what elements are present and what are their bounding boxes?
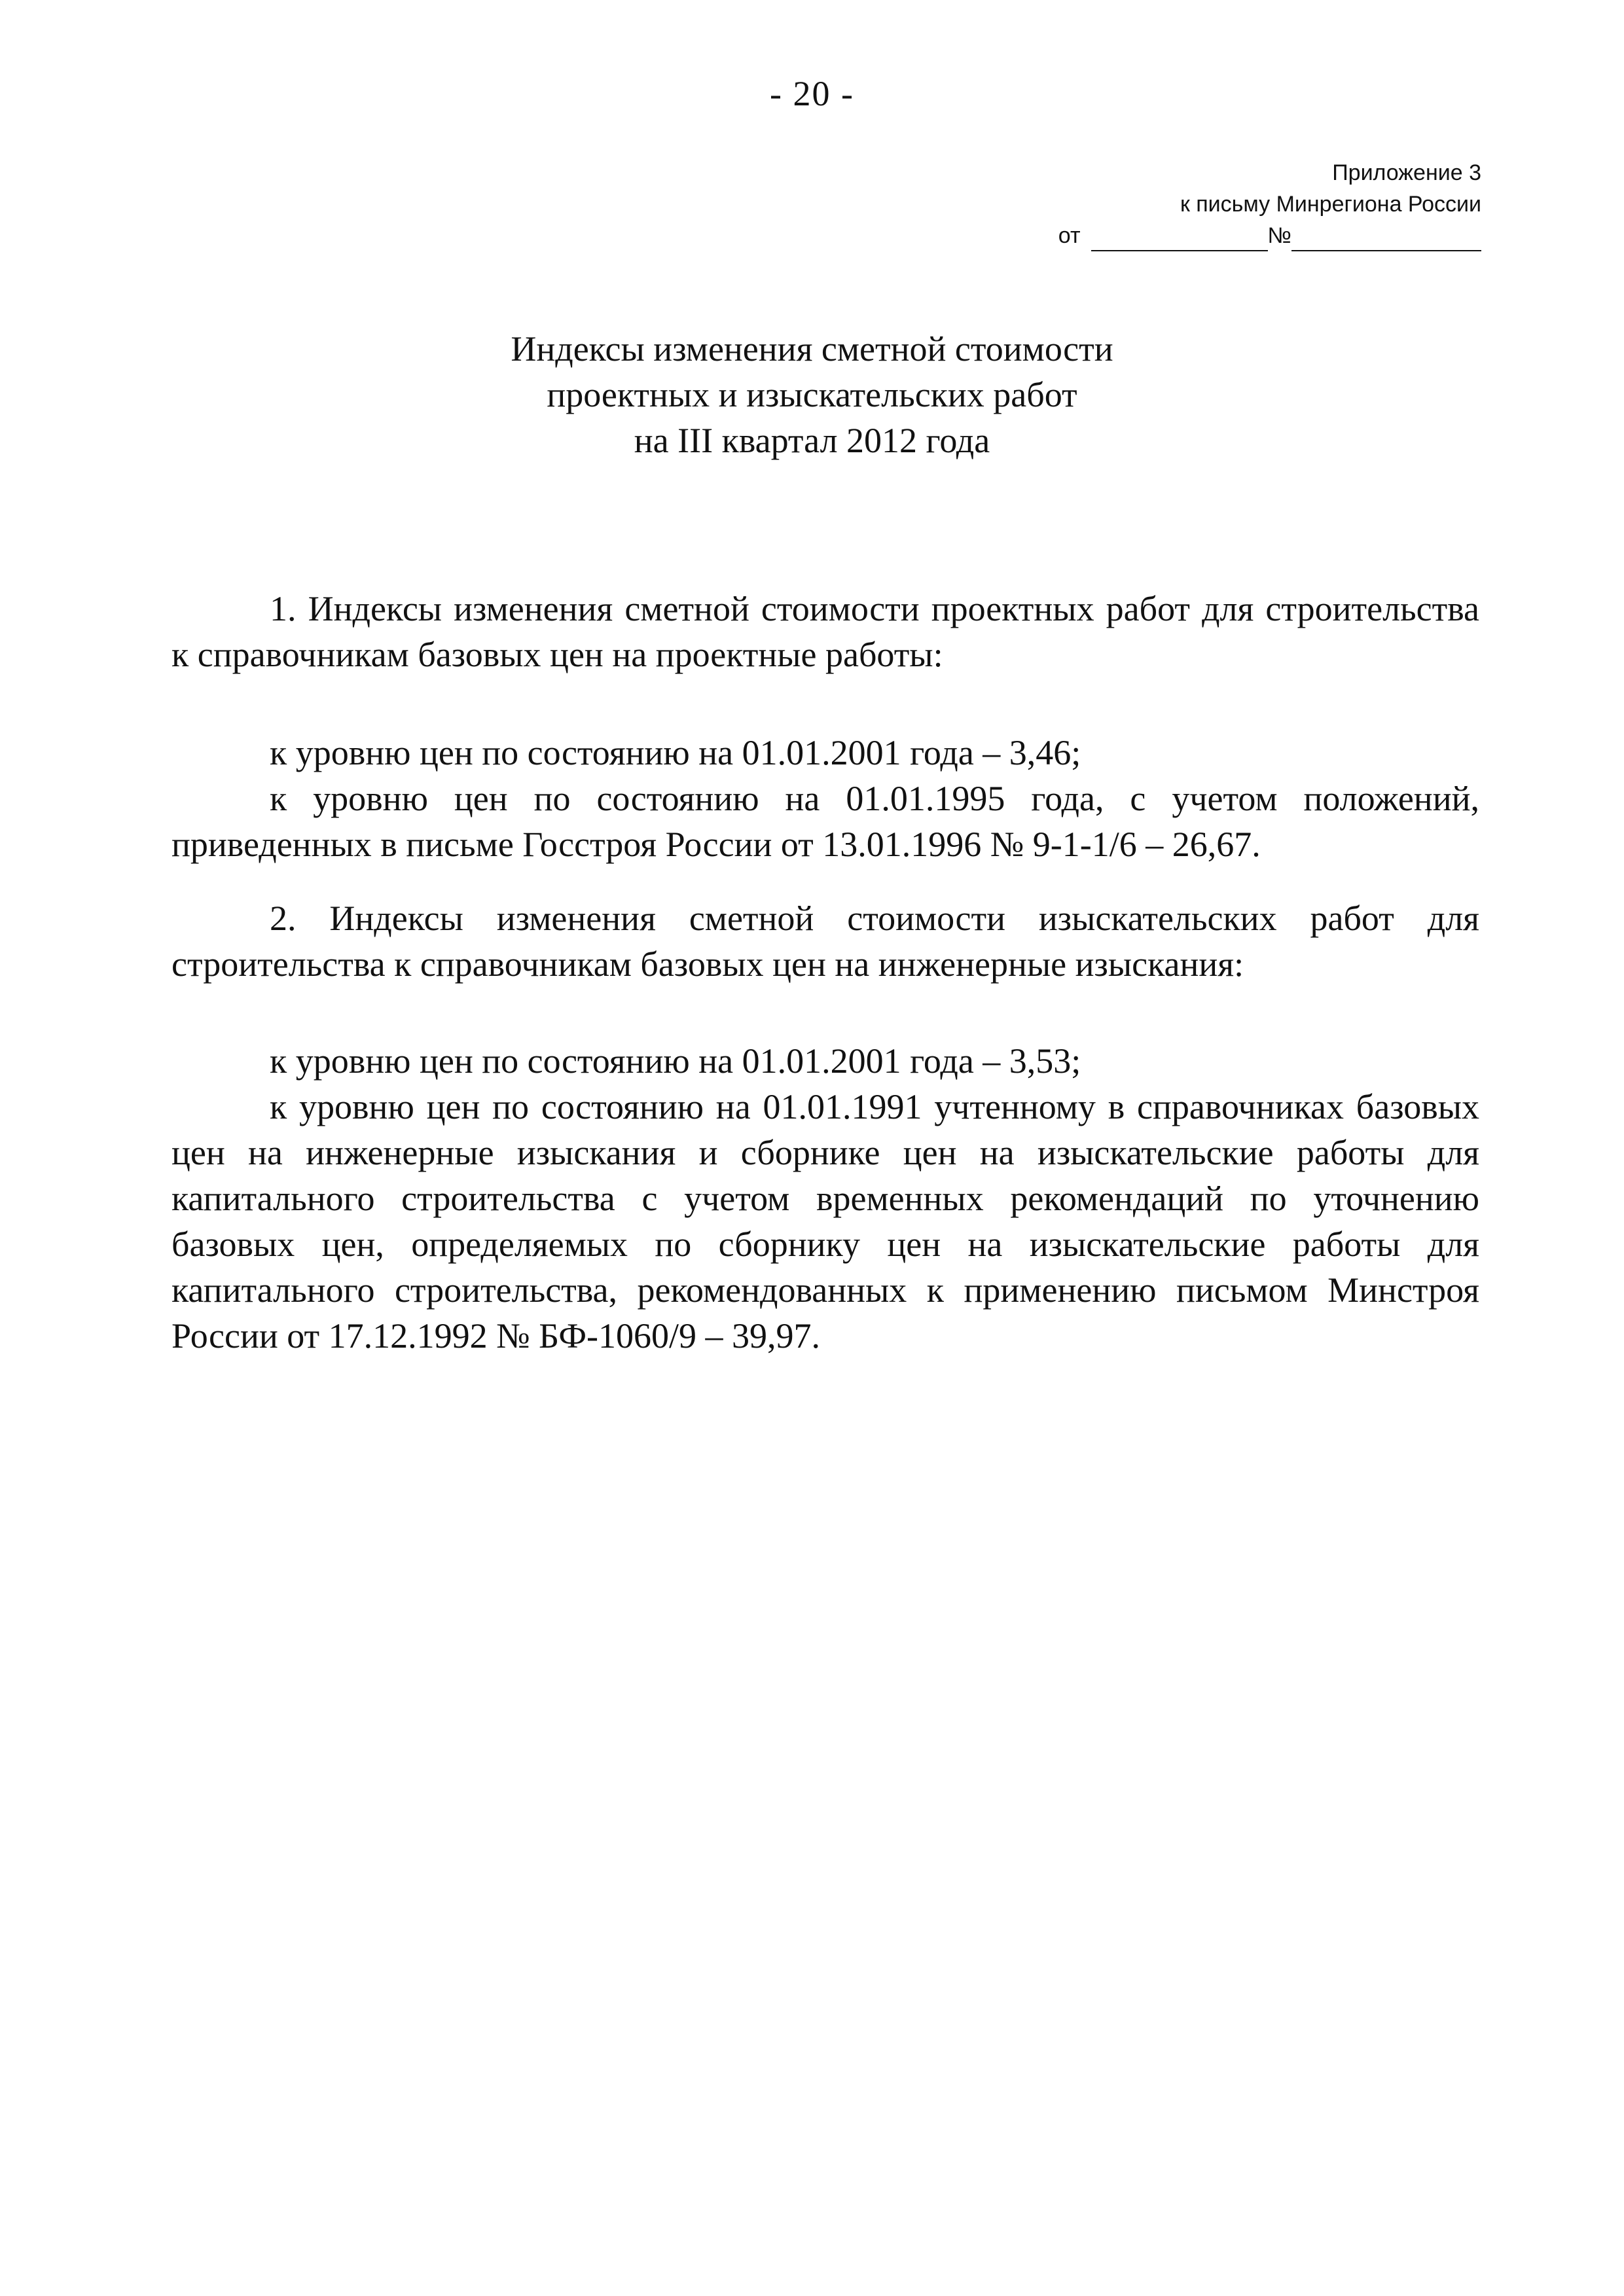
page-number: - 20 - [770,74,854,113]
appendix-number-label: № [1267,223,1291,248]
section-2-item-2: к уровню цен по состоянию на 01.01.1991 учтенному в справочниках базовых цен на инженерные изыскания и сборнике цен на изыскательские работы для капитального строительства с учетом временных рекомендаций по уточнению базовых цен, определяемых по сборнику цен на изыскательские работы для капитального строительства, рекомендованных к применению письмом Минстроя России от 17.12.1992 № БФ-1060/9 – 39,97. [171,1087,1479,1355]
appendix-date-number-line [1023,220,1481,251]
section-1-item-1: к уровню цен по состоянию на 01.01.2001 года – 3,46; [270,733,1081,772]
number-blank-line [1291,228,1481,251]
section-1-heading-block [171,586,1479,677]
date-blank-line [1091,228,1268,251]
section-2-heading: 2. Индексы изменения сметной стоимости изыскательских работ для строительства к справочникам базовых цен на инженерные изыскания: [171,899,1479,984]
section-2-items [171,1038,1479,1359]
section-1-item-2: к уровню цен по состоянию на 01.01.1995 года, с учетом положений, приведенных в письме Госстроя России от 13.01.1996 № 9-1-1/6 – 26,67. [171,779,1479,864]
section-1-heading: 1. Индексы изменения сметной стоимости проектных работ для строительства к справочникам базовых цен на проектные работы: [171,589,1479,674]
section-1-items [171,730,1479,867]
section-2-heading-block [171,895,1479,987]
document-title [0,326,1624,463]
section-2-item-1: к уровню цен по состоянию на 01.01.2001 года – 3,53; [270,1041,1081,1081]
appendix-title: Приложение 3 [1332,160,1481,185]
appendix-from-label: от [1058,223,1081,248]
title-line-2: проектных и изыскательских работ [547,375,1077,414]
appendix-reference [1023,157,1481,251]
title-line-3: на III квартал 2012 года [634,421,990,460]
title-line-1: Индексы изменения сметной стоимости [511,329,1113,368]
appendix-letter-ref: к письму Минрегиона России [1180,192,1481,217]
